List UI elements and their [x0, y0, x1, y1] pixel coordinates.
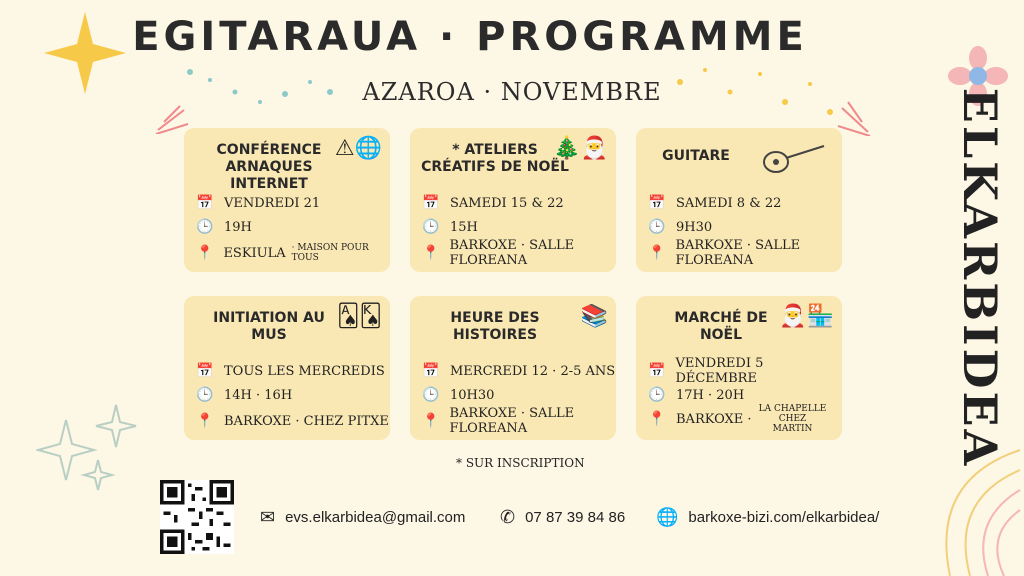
- location-pin-icon: 📍: [422, 413, 440, 429]
- event-place-row: 📍 BARKOXE · SALLE FLOREANA: [422, 238, 575, 268]
- contact-website[interactable]: [656, 506, 879, 528]
- clock-icon: 🕒: [648, 387, 666, 403]
- event-place-row: 📍 ESKIULA · MAISON POUR TOUS: [196, 243, 369, 263]
- envelope-icon: ✉: [260, 506, 276, 527]
- website-text: barkoxe-bizi.com/elkarbidea/: [688, 508, 880, 526]
- globe-icon: 🌐: [656, 506, 679, 527]
- event-title: HEURE DES HISTOIRES: [450, 310, 540, 343]
- calendar-icon: 📅: [196, 195, 214, 211]
- event-title: GUITARE: [662, 148, 730, 164]
- books-icon: 📚: [580, 304, 608, 329]
- guitar-icon: [760, 138, 830, 178]
- warning-globe-icon: ⚠🌐: [334, 136, 382, 161]
- event-card-histoires: [410, 296, 616, 440]
- event-date-row: 📅 TOUS LES MERCREDIS: [196, 363, 385, 379]
- contact-email[interactable]: [260, 506, 465, 528]
- event-card-conference: [184, 128, 390, 272]
- calendar-icon: 📅: [196, 363, 214, 379]
- calendar-icon: 📅: [648, 363, 666, 379]
- phone-icon: ✆: [500, 506, 516, 527]
- clock-icon: 🕒: [196, 387, 214, 403]
- event-title: MARCHÉ DE NOËL: [674, 310, 768, 343]
- page-title: EGITARAUA · PROGRAMME: [132, 14, 808, 60]
- event-date-row: 📅 SAMEDI 8 & 22: [648, 195, 782, 211]
- brand-name-text: ELKARBIDEA: [953, 87, 1007, 469]
- christmas-ornaments-icon: 🎄🎅: [553, 136, 608, 161]
- location-pin-icon: 📍: [648, 411, 666, 427]
- contact-phone[interactable]: [500, 506, 625, 528]
- event-title: * ATELIERS CRÉATIFS DE NOËL: [421, 142, 569, 175]
- qr-code[interactable]: [160, 480, 234, 554]
- event-time-row: 🕒 17H · 20H: [648, 387, 745, 403]
- event-time-row: 🕒 15H: [422, 219, 478, 235]
- event-date-row: 📅 VENDREDI 5 DÉCEMBRE: [648, 356, 764, 386]
- registration-note: * SUR INSCRIPTION: [456, 456, 585, 470]
- location-pin-icon: 📍: [422, 245, 440, 261]
- event-place-row: 📍 BARKOXE · SALLE FLOREANA: [648, 238, 801, 268]
- location-pin-icon: 📍: [196, 413, 214, 429]
- email-text: evs.elkarbidea@gmail.com: [285, 508, 466, 526]
- brand-name: [950, 87, 1010, 469]
- playing-cards-icon: 🂡🂮: [336, 304, 382, 329]
- event-time-row: 🕒 9H30: [648, 219, 713, 235]
- clock-icon: 🕒: [422, 219, 440, 235]
- event-title: INITIATION AU MUS: [213, 310, 325, 343]
- event-time-row: 🕒 19H: [196, 219, 252, 235]
- event-card-ateliers: [410, 128, 616, 272]
- calendar-icon: 📅: [422, 363, 440, 379]
- location-pin-icon: 📍: [648, 245, 666, 261]
- event-place-row: 📍 BARKOXE · LA CHAPELLE CHEZ MARTIN: [648, 404, 827, 434]
- calendar-icon: 📅: [648, 195, 666, 211]
- location-pin-icon: 📍: [196, 245, 214, 261]
- event-card-guitare: [636, 128, 842, 272]
- event-card-mus: [184, 296, 390, 440]
- phone-text: 07 87 39 84 86: [525, 508, 626, 526]
- clock-icon: 🕒: [422, 387, 440, 403]
- event-place-row: 📍 BARKOXE · SALLE FLOREANA: [422, 406, 575, 436]
- clock-icon: 🕒: [648, 219, 666, 235]
- event-date-row: 📅 MERCREDI 12 · 2-5 ANS: [422, 363, 616, 379]
- event-place-row: 📍 BARKOXE · CHEZ PITXE: [196, 413, 389, 429]
- clock-icon: 🕒: [196, 219, 214, 235]
- event-time-row: 🕒 14H · 16H: [196, 387, 293, 403]
- event-title: CONFÉRENCE ARNAQUES INTERNET: [216, 142, 322, 192]
- calendar-icon: 📅: [422, 195, 440, 211]
- page-subtitle: AZAROA · NOVEMBRE: [362, 78, 662, 106]
- sparkle-decoration-icon: [36, 400, 146, 500]
- event-date-row: 📅 SAMEDI 15 & 22: [422, 195, 564, 211]
- event-card-marche: [636, 296, 842, 440]
- event-time-row: 🕒 10H30: [422, 387, 495, 403]
- event-date-row: 📅 VENDREDI 21: [196, 195, 321, 211]
- santa-market-icon: 🎅🏪: [779, 304, 834, 329]
